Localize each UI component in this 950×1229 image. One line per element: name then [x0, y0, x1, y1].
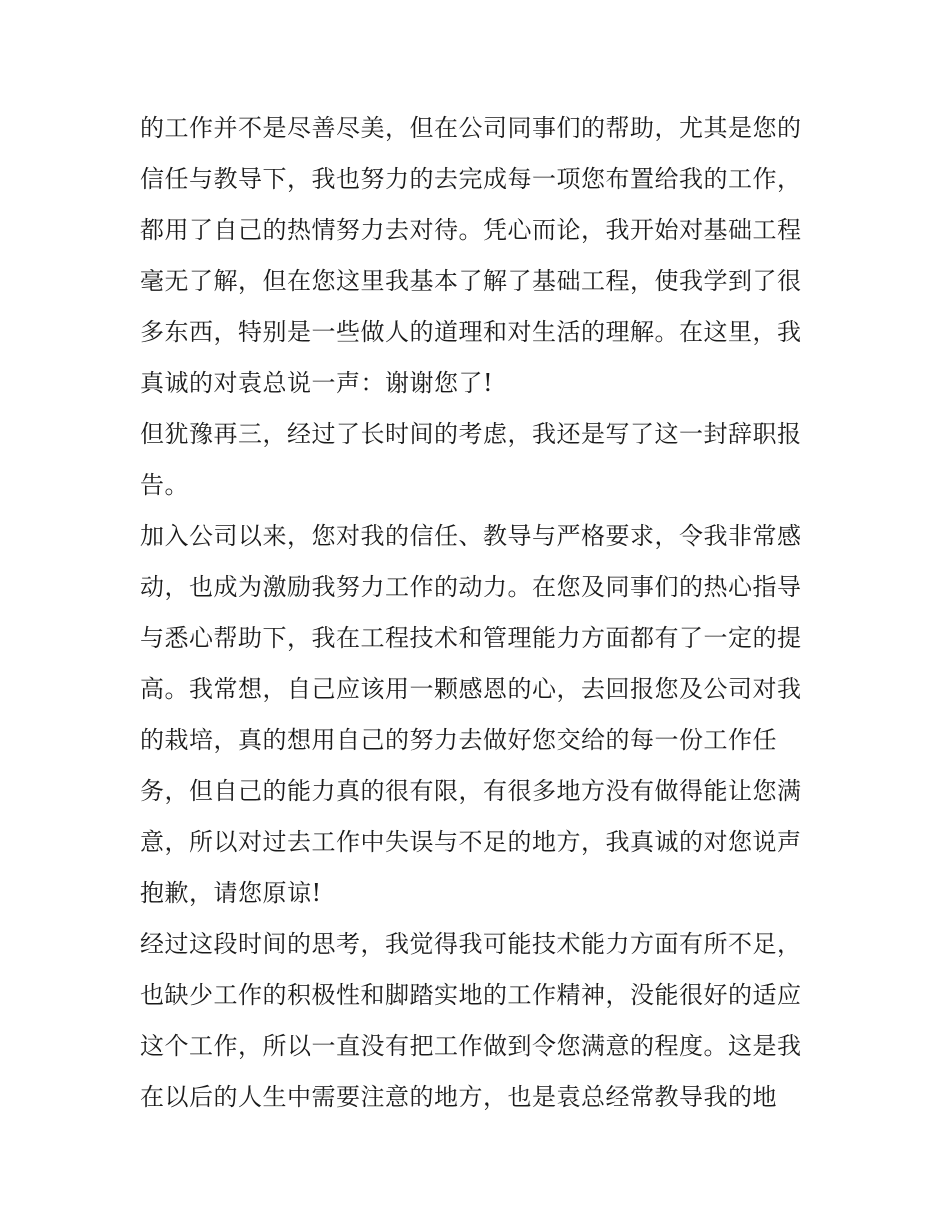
- text-line: 多东西，特别是一些做人的道理和对生活的理解。在这里，我: [140, 318, 802, 346]
- text-line: 毫无了解，但在您这里我基本了解了基础工程，使我学到了很: [140, 267, 802, 295]
- text-line: 动，也成为激励我努力工作的动力。在您及同事们的热心指导: [140, 573, 802, 601]
- text-line: 高。我常想，自己应该用一颗感恩的心，去回报您及公司对我: [140, 675, 802, 703]
- text-line: 这个工作，所以一直没有把工作做到令您满意的程度。这是我: [140, 1032, 802, 1060]
- text-line: 也缺少工作的积极性和脚踏实地的工作精神，没能很好的适应: [140, 981, 802, 1009]
- text-line: 的工作并不是尽善尽美，但在公司同事们的帮助，尤其是您的: [140, 114, 802, 142]
- text-line: 意，所以对过去工作中失误与不足的地方，我真诚的对您说声: [140, 828, 802, 856]
- document-body: [140, 103, 820, 1123]
- text-line: 加入公司以来，您对我的信任、教导与严格要求，令我非常感: [140, 522, 802, 550]
- text-line: 务，但自己的能力真的很有限，有很多地方没有做得能让您满: [140, 777, 802, 805]
- text-line: 真诚的对袁总说一声：谢谢您了!: [140, 369, 494, 397]
- text-line: 都用了自己的热情努力去对待。凭心而论，我开始对基础工程: [140, 216, 802, 244]
- text-line: 与悉心帮助下，我在工程技术和管理能力方面都有了一定的提: [140, 624, 802, 652]
- text-line: 抱歉，请您原谅!: [140, 879, 322, 907]
- text-line: 告。: [140, 471, 189, 499]
- text-line: 但犹豫再三，经过了长时间的考虑，我还是写了这一封辞职报: [140, 420, 802, 448]
- text-line: 在以后的人生中需要注意的地方，也是袁总经常教导我的地: [140, 1083, 777, 1111]
- text-line: 经过这段时间的思考，我觉得我可能技术能力方面有所不足，: [140, 930, 802, 958]
- text-line: 的栽培，真的想用自己的努力去做好您交给的每一份工作任: [140, 726, 777, 754]
- text-line: 信任与教导下，我也努力的去完成每一项您布置给我的工作，: [140, 165, 802, 193]
